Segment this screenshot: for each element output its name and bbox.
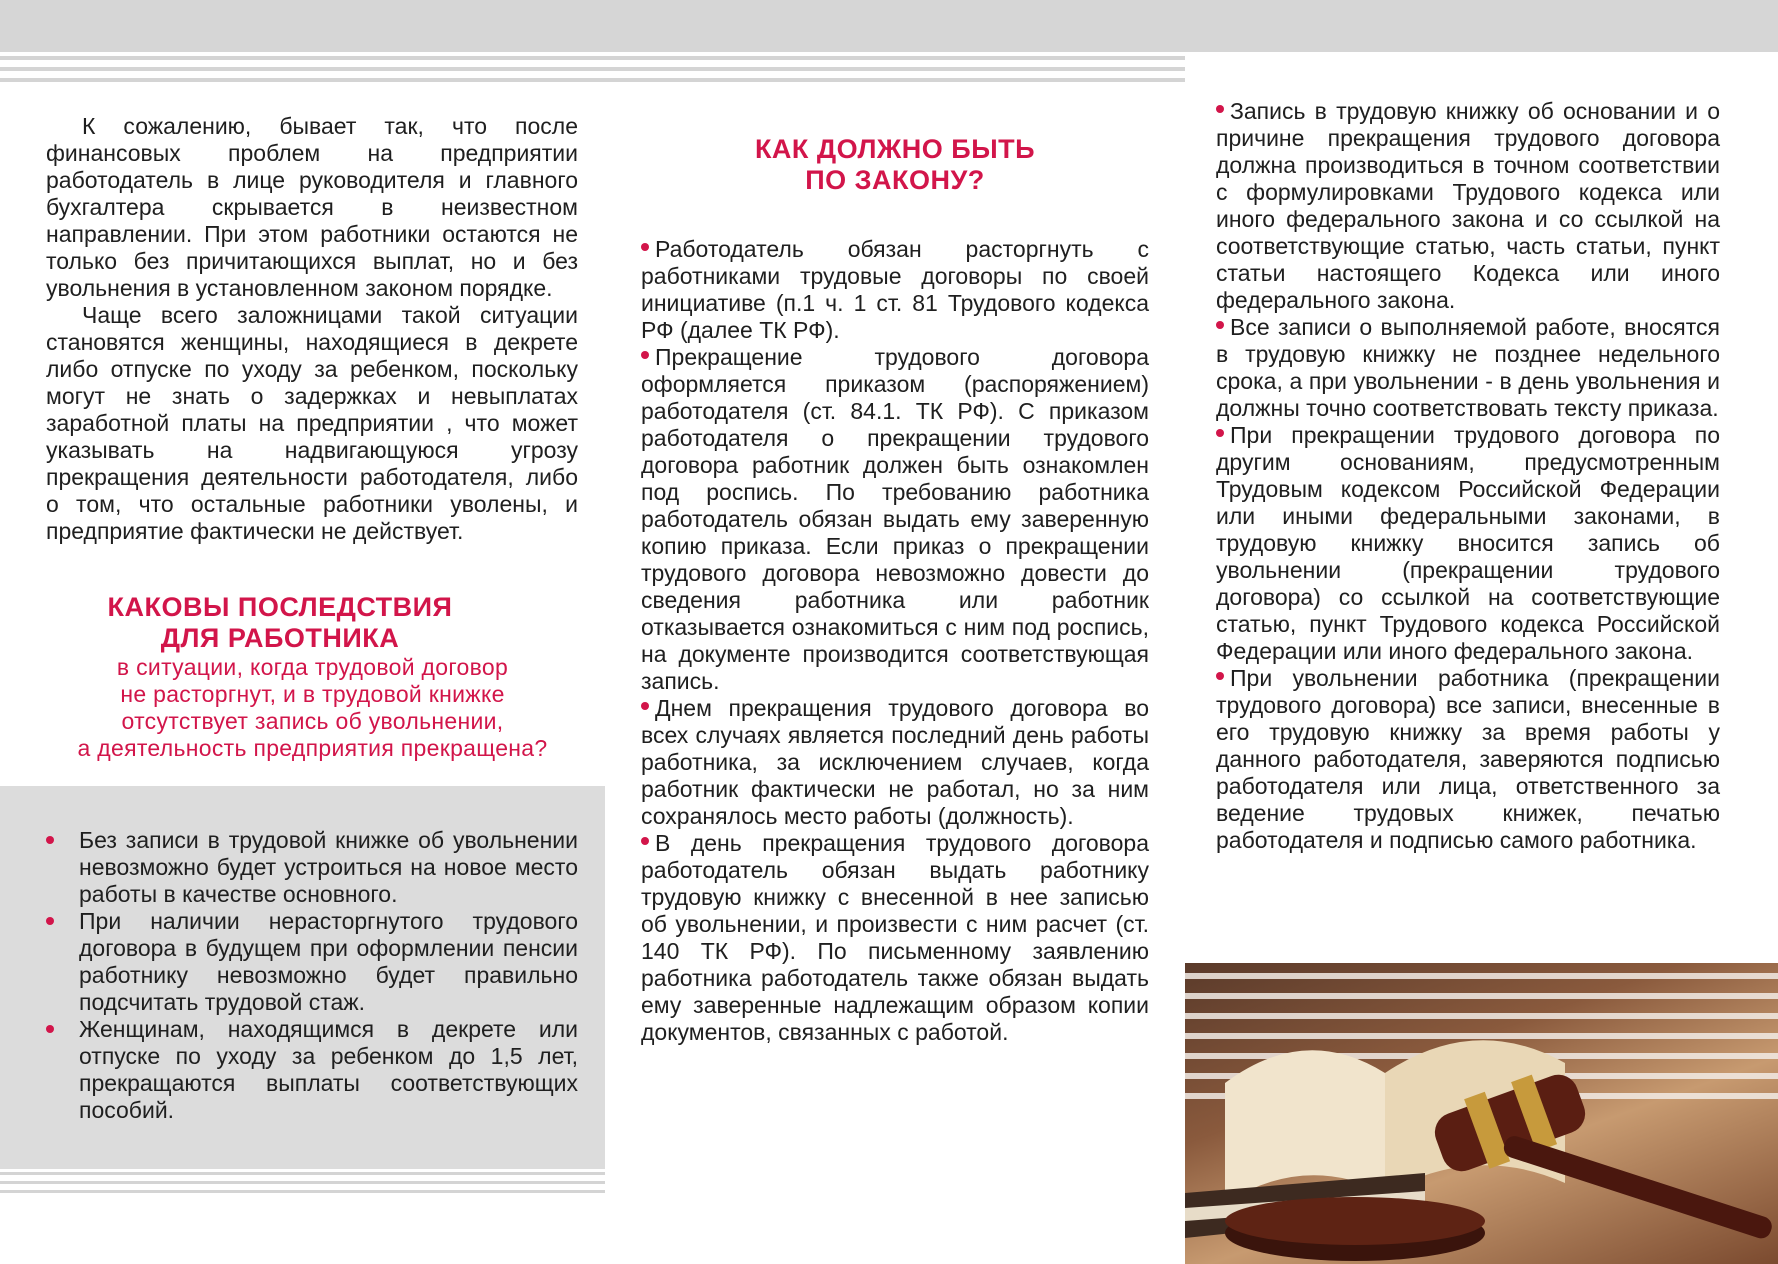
consequences-subtitle-line2: не расторгнут, и в трудовой книжке — [120, 681, 505, 707]
list-item: Без записи в трудовой книжке об увольнении невозможно будет устроиться на новое место работы в качестве основного. — [46, 827, 578, 908]
bullet-icon — [46, 917, 54, 925]
gavel-and-book-image — [1185, 963, 1778, 1264]
list-item: Запись в трудовую книжку об основании и о причине прекращения трудового договора должна производиться в точном соответствии с формулировками Трудового кодекса или иного федерального закона и со ссылкой на соответствующие статью, часть статьи, пункт статьи настоящего Кодекса или иного федерального закона. — [1216, 98, 1720, 313]
list-item: При увольнении работника (прекращении трудового договора) все записи, внесенные в его трудовую книжку за время работы у данного работодателя, заверяются подписью работодателя или лица, ответственного за ведение трудовых книжек, печатью работодателя и подписью самого работника. — [1216, 665, 1720, 853]
bullet-icon — [641, 702, 649, 710]
bullet-icon — [1216, 429, 1224, 437]
intro-paragraph-2: Чаще всего заложницами такой ситуации становятся женщины, находящиеся в декрете либо отпуске по уходу за ребенком, поскольку могут не знать о задержках и невыплатах заработной платы на предприятии , что может указывать на надвигающуюся угрозу прекращения деятельности работодателя, либо о том, что остальные работники уволены, и предприятие фактически не действует. — [46, 302, 578, 544]
list-item: Прекращение трудового договора оформляется приказом (распоряжением) работодателя (ст. 84.1. ТК РФ). С приказом работодателя о прекращении трудового договора работник должен быть ознакомлен под роспись. По требованию работника работодатель обязан выдать ему заверенную копию приказа. Если приказ о прекращении трудового договора невозможно довести до сведения работника или работник отказывается ознакомиться с ним под роспись, на документе производится соответствующая запись. — [641, 344, 1149, 694]
bullet-icon — [46, 836, 54, 844]
list-item: При наличии нерасторгнутого трудового договора в будущем при оформлении пенсии работнику невозможно будет правильно подсчитать трудовой стаж. — [46, 908, 578, 1016]
list-item: Женщинам, находящимся в декрете или отпуске по уходу за ребенком до 1,5 лет, прекращаются выплаты соответствующих пособий. — [46, 1016, 578, 1124]
law-title-line2: ПО ЗАКОНУ? — [805, 165, 985, 195]
list-item: В день прекращения трудового договора работодатель обязан выдать работнику трудовую книжку с внесенной в нее записью об увольнении, и произвести с ним расчет (ст. 140 ТК РФ). По письменному заявлению работника работодатель также обязан выдать ему заверенные надлежащим образом копии документов, связанных с работой. — [641, 830, 1149, 1045]
list-item: При прекращении трудового договора по другим основаниям, предусмотренным Трудовым кодексом Российской Федерации или иными федеральными законами, в трудовую книжку вносится запись об увольнении (прекращении трудового договора) со ссылкой на соответствующие статью, пункт Трудового кодекса Российской Федерации или иного федерального закона. — [1216, 422, 1720, 664]
intro-paragraph-1: К сожалению, бывает так, что после финансовых проблем на предприятии работодатель в лице руководителя и главного бухгалтера скрывается в неизвестном направлении. При этом работники остаются не только без причитающихся выплат, но и без увольнения в установленном законом порядке. — [46, 113, 578, 301]
bullet-icon — [1216, 321, 1224, 329]
list-item: Работодатель обязан расторгнуть с работниками трудовые договоры по своей инициативе (п.1 ч. 1 ст. 81 Трудового кодекса РФ (далее ТК РФ). — [641, 236, 1149, 343]
bullet-icon — [1216, 672, 1224, 680]
bullet-icon — [641, 351, 649, 359]
law-column — [641, 236, 1149, 1046]
consequences-heading — [40, 592, 585, 762]
records-list — [1216, 98, 1720, 854]
consequences-subtitle-line4: а деятельность предприятия прекращена? — [77, 735, 548, 761]
law-heading — [700, 134, 1090, 196]
gavel-book-illustration — [1185, 963, 1778, 1264]
list-item: Днем прекращения трудового договора во всех случаях является последний день работы работника, за исключением случаев, когда работник фактически не работал, но за ним сохранялось место работы (должность). — [641, 695, 1149, 829]
bullet-icon — [1216, 105, 1224, 113]
law-list — [641, 236, 1149, 1046]
list-item: Все записи о выполняемой работе, вносятся в трудовую книжку не позднее недельного срока, а при увольнении - в день увольнения и должны точно соответствовать тексту приказа. — [1216, 314, 1720, 421]
intro-column — [46, 113, 578, 545]
consequences-list — [46, 827, 578, 1124]
bullet-icon — [641, 837, 649, 845]
bullet-icon — [46, 1025, 54, 1033]
records-column — [1216, 98, 1720, 854]
bottom-left-stripes — [0, 1172, 605, 1199]
top-decorative-stripes — [0, 56, 1185, 89]
consequences-subtitle-line3: отсутствует запись об увольнении, — [121, 708, 504, 734]
top-gray-band — [0, 0, 1778, 52]
consequences-title-line2: ДЛЯ РАБОТНИКА — [160, 623, 400, 653]
consequences-list-container — [46, 827, 578, 1124]
law-title-line1: КАК ДОЛЖНО БЫТЬ — [754, 134, 1036, 164]
consequences-subtitle-line1: в ситуации, когда трудовой договор — [116, 654, 509, 680]
consequences-title-line1: КАКОВЫ ПОСЛЕДСТВИЯ — [107, 592, 453, 622]
bullet-icon — [641, 243, 649, 251]
